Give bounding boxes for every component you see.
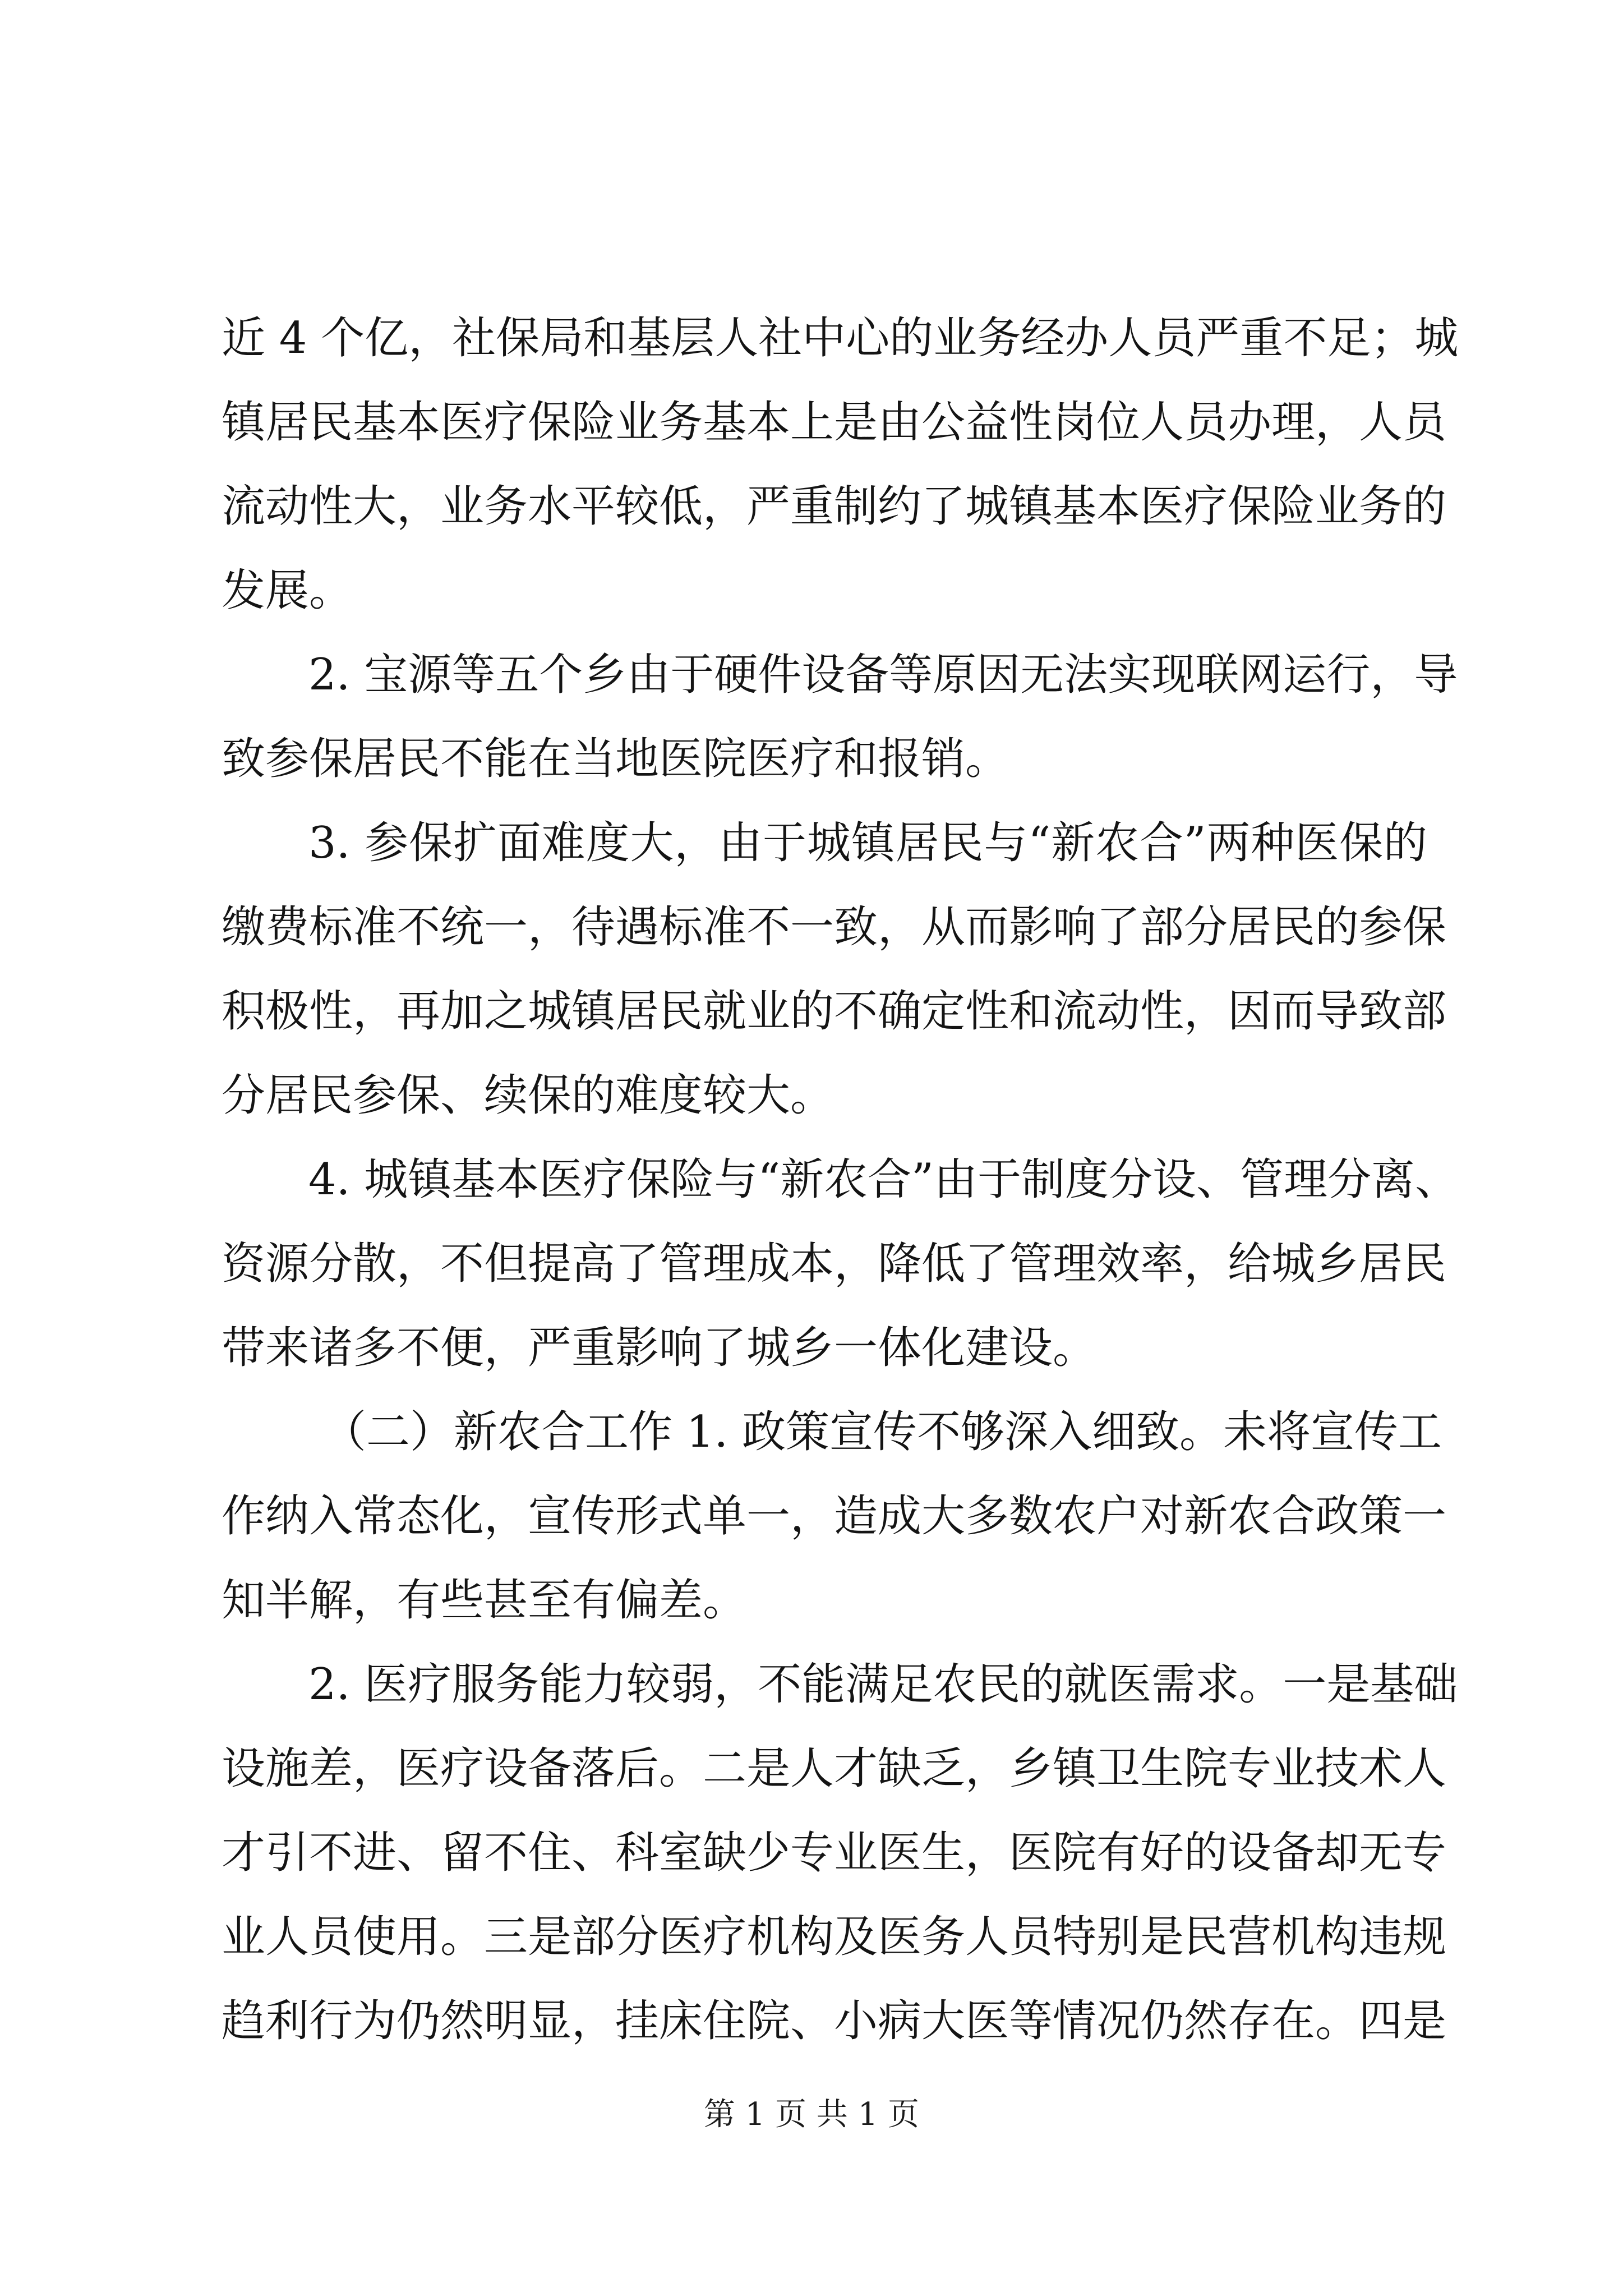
text-line: 作纳入常态化，宣传形式单一，造成大多数农户对新农合政策一	[222, 1491, 1447, 1542]
text-line: 分居民参保、续保的难度较大。	[222, 1070, 834, 1121]
text-line: 2. 宝源等五个乡由于硬件设备等原因无法实现联网运行，导	[308, 650, 1458, 700]
text-line: 趋利行为仍然明显，挂床住院、小病大医等情况仍然存在。四是	[222, 1996, 1447, 2046]
text-line: 知半解，有些甚至有偏差。	[222, 1575, 747, 1626]
text-line: 才引不进、留不住、科室缺少专业医生，医院有好的设备却无专	[222, 1828, 1447, 1878]
text-line: （二）新农合工作 1. 政策宣传不够深入细致。未将宣传工	[322, 1407, 1442, 1457]
text-line: 镇居民基本医疗保险业务基本上是由公益性岗位人员办理，人员	[222, 397, 1447, 448]
text-line: 缴费标准不统一，待遇标准不一致，从而影响了部分居民的参保	[222, 902, 1447, 953]
text-line: 致参保居民不能在当地医院医疗和报销。	[222, 734, 1009, 784]
text-line: 设施差，医疗设备落后。二是人才缺乏，乡镇卫生院专业技术人	[222, 1743, 1447, 1794]
text-line: 4. 城镇基本医疗保险与“新农合”由于制度分设、管理分离、	[308, 1154, 1459, 1205]
text-line: 资源分散，不但提高了管理成本，降低了管理效率，给城乡居民	[222, 1239, 1447, 1289]
text-line: 积极性，再加之城镇居民就业的不确定性和流动性，因而导致部	[222, 986, 1447, 1037]
text-line: 业人员使用。三是部分医疗机构及医务人员特别是民营机构违规	[222, 1912, 1447, 1962]
text-line: 近 4 个亿，社保局和基层人社中心的业务经办人员严重不足；城	[222, 313, 1459, 364]
text-line: 3. 参保扩面难度大，由于城镇居民与“新农合”两种医保的	[308, 818, 1427, 868]
page-footer: 第 1 页 共 1 页	[703, 2096, 920, 2133]
text-line: 发展。	[222, 565, 353, 616]
text-line: 带来诸多不便，严重影响了城乡一体化建设。	[222, 1323, 1097, 1373]
text-line: 2. 医疗服务能力较弱，不能满足农民的就医需求。一是基础	[308, 1659, 1458, 1710]
text-line: 流动性大，业务水平较低，严重制约了城镇基本医疗保险业务的	[222, 481, 1447, 532]
